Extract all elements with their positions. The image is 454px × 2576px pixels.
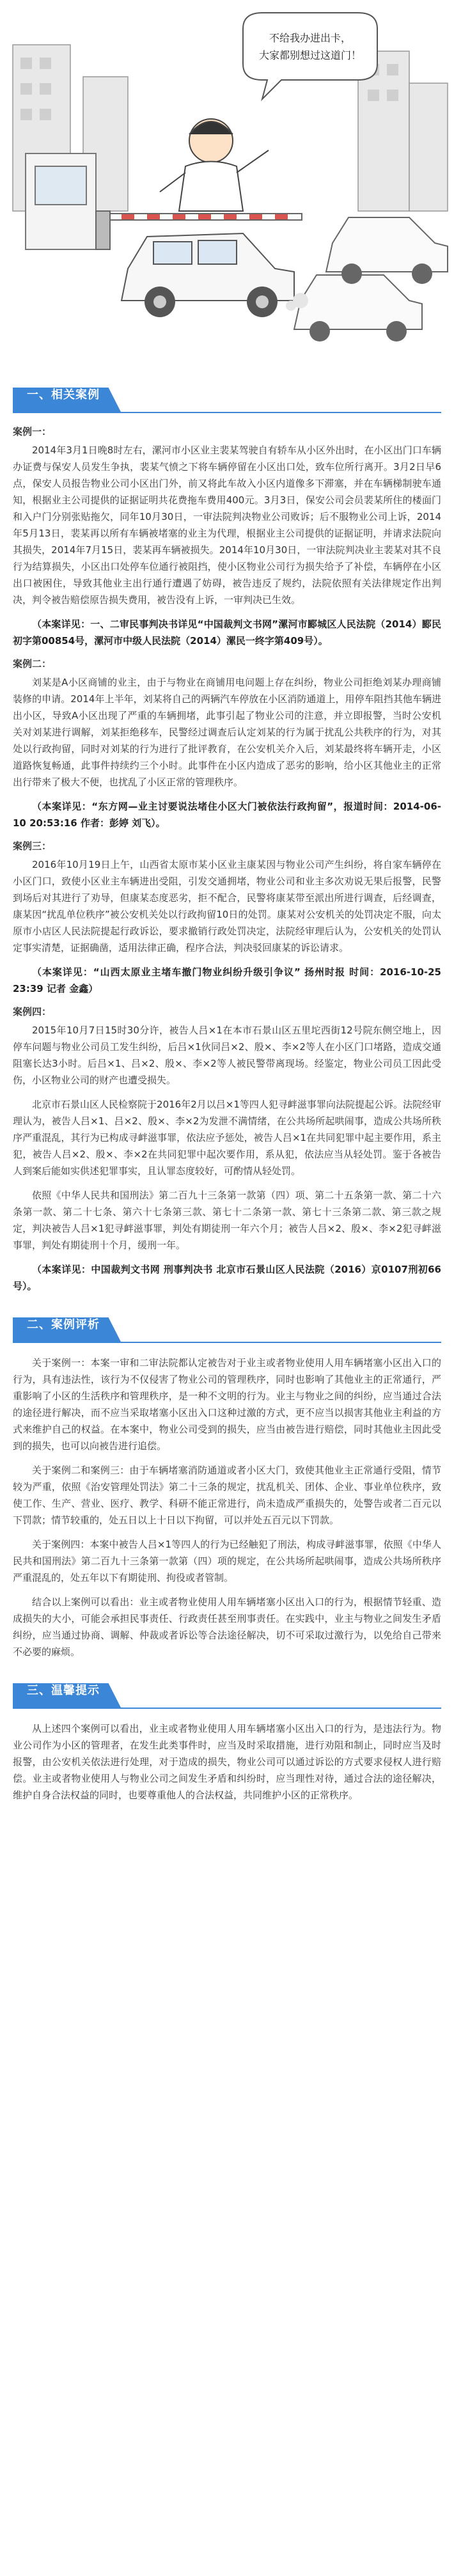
case-paragraph: 依照《中华人民共和国刑法》第二百九十三条第一款第（四）项、第二十五条第一款、第二十六条第一款、第二十七条、第六十七条第三款、第七十二条第一款、第七十三条第二款、第三款之规定，判决被告人吕×1犯寻衅滋事罪，判处有期徒刑一年六个月；被告人吕×2、殷×、李×2犯寻衅滋事罪，判处有期徒刑十个月，缓刑一年。 xyxy=(13,1190,441,1251)
tips-paragraph: 从上述四个案例可以看出，业主或者物业使用人用车辆堵塞小区出入口的行为，是违法行为。物业公司作为小区的管理者，在发生此类事件时，应当及时采取措施，进行劝阻和制止，同时应当及时报警，由公安机关依法进行处理，对于造成的损失，物业公司可以通过诉讼的方式要求侵权人进行赔偿。业主或者物业使用人与物业公司之间发生矛盾和纠纷时，应当理性对待，通过合法的途径解决，维护自身合法权益的同时，也要尊重他人的合法权益，共同维护小区的正常秩序。 xyxy=(13,1723,441,1801)
case-paragraph: 2014年3月1日晚8时左右，漯河市小区业主裴某驾驶自有轿车从小区外出时，在小区出门口车辆办证费与保安人员发生争执，裴某气愤之下将车辆停留在小区出口处，致车位所行离开。3月2日早6点，保安人员报告物业公司小区出门外，前又将此车故入小区内道像多下滞塞，并在车辆梯制驶车通知，根据业主公司提供的证据证明共花费拖车费用400元。3月3日，保安公司会员裴某所住的楼面门和入户门分别张贴拖欠，同年10月30日，一审法院判决物业公司败诉；后不服物业公司上诉，2014年5月13日，裴某再以所有车辆被堵塞的业主为代理，根据业主公司提供的证据证明，并请求法院向其损失，2014年7月15日，裴某再车辆被损失。2014年10月30日，一审法院判决业主裴某对其不良行为结算损失，小区出口处停车位通行被阻挡，使小区物业公司行为损失给予了补偿，车辆停在小区出口被困住，导致其他业主出行通行遭遇了妨碍，被告违反了规约，法院依照有关法律规定作出判决，判令被告赔偿原告损失费用，被告没有上诉，一审判决已生效。 xyxy=(13,444,441,606)
case-source: （本案详见：一、二审民事判决书详见“中国裁判文书网”漯河市郾城区人民法院（2014）郾民初字第00854号，漯河市中级人民法院（2014）漯民一终字第409号）。 xyxy=(13,618,441,647)
case-paragraph: 2016年10月19日上午，山西省太原市某小区业主康某因与物业公司产生纠纷，将自家车辆停在小区门口，致使小区业主车辆进出受阻，引发交通拥堵，物业公司和业主多次劝说无果后报警，民警到场后对其进行了劝导，但康某态度恶劣，拒不配合，民警将康某带至派出所进行调查，后经调查，康某因“扰乱单位秩序”被公安机关处以行政拘留10日的处罚。康某对公安机关的处罚决定不服，向太原市小店区人民法院提起行政诉讼，要求撤销行政处罚决定，法院经审理后认为，公安机关的处罚认定事实清楚，证据确凿，适用法律正确，程序合法，判决驳回康某的诉讼请求。 xyxy=(13,859,441,954)
case-paragraph: 刘某是A小区商铺的业主，由于与物业在商铺用电问题上存在纠纷，物业公司拒绝刘某办理商铺装修的申请。2014年上半年，刘某将自己的两辆汽车停放在小区消防通道上，用停车阻挡其他车辆进出小区，导致A小区出现了严重的车辆拥堵，此事引起了物业公司的注意，并立即报警，当时公安机关对刘某进行调解，刘某拒绝移车，民警经过调查后认定刘某的行为属于扰乱公共秩序的行为，对其处以行政拘留，同时对刘某的行为进行了批评教育，在公安机关介入后，刘某最终将车辆开走，小区道路恢复畅通，此事件持续约三个小时。此事件在小区内造成了恶劣的影响，给小区其他业主的正常出行带来了极大不便，也扰乱了小区正常的管理秩序。 xyxy=(13,677,441,788)
case-source: （本案详见：“山西太原业主堵车撤门物业纠纷升级引争议” 扬州时报 时间：2016-10-25 23:39 记者 金鑫） xyxy=(13,966,441,994)
case-label: 案例二： xyxy=(13,658,52,670)
speech-line-1: 不给我办进出卡， xyxy=(269,32,352,44)
section-header-cases xyxy=(13,376,441,413)
analysis-paragraph: 结合以上案例可以看出：业主或者物业使用人用车辆堵塞小区出入口的行为，根据情节轻重、造成损失的大小，可能会承担民事责任、行政责任甚至刑事责任。在实践中，业主与物业之间发生矛盾纠纷，应当通过协商、调解、仲裁或者诉讼等合法途径解决，切不可采取过激行为，以免给自己带来不必要的麻烦。 xyxy=(13,1596,441,1658)
case-block xyxy=(13,425,441,649)
speech-line-2: 大家都别想过这道门！ xyxy=(258,49,362,61)
case-paragraph: 2015年10月7日15时30分许，被告人吕×1在本市石景山区五里坨西街12号院东侧空地上，因停车问题与物业公司员工发生纠纷，后吕×1伙同吕×2、殷×、李×2等人在小区门口堵路，造成交通阻塞长达3小时。后吕×1、吕×2、殷×、李×2等人被民警带离现场。经鉴定，物业公司员工因此受伤，小区物业公司的财产也遭受损失。 xyxy=(13,1025,441,1086)
case-paragraph: 北京市石景山区人民检察院于2016年2月以吕×1等四人犯寻衅滋事罪向法院提起公诉。法院经审理认为，被告人吕×1、吕×2、殷×、李×2为发泄不满情绪，在公共场所起哄闹事，造成公共场所秩序严重混乱，其行为已构成寻衅滋事罪，依法应予惩处，被告人吕×1在共同犯罪中起主要作用，系主犯，被告人吕×2、殷×、李×2在共同犯罪中起次要作用，系从犯，依法应当从轻处罚。鉴于各被告人到案后能如实供述犯罪事实，且认罪态度较好，可酌情从轻处罚。 xyxy=(13,1099,441,1177)
case-block xyxy=(13,657,441,831)
hero-illustration xyxy=(0,0,454,365)
case-label: 案例三： xyxy=(13,840,52,852)
case-label: 案例四： xyxy=(13,1006,52,1017)
cartoon-image xyxy=(0,0,454,365)
section-title: 二、案例评析 xyxy=(27,1318,100,1331)
section-title: 三、温馨提示 xyxy=(27,1684,100,1697)
analysis-paragraph: 关于案例二和案例三：由于车辆堵塞消防通道或者小区大门，致使其他业主正常通行受阻，情节较为严重，依照《治安管理处罚法》第二十三条的规定，扰乱机关、团体、企业、事业单位秩序，致使工作、生产、营业、医疗、教学、科研不能正常进行，尚未造成严重损失的，处警告或者二百元以下罚款；情节较重的，处五日以上十日以下拘留，可以并处五百元以下罚款。 xyxy=(13,1465,441,1526)
analysis-paragraph: 关于案例四：本案中被告人吕×1等四人的行为已经触犯了刑法，构成寻衅滋事罪，依照《中华人民共和国刑法》第二百九十三条第一款第（四）项的规定，在公共场所起哄闹事，造成公共场所秩序严重混乱的，处五年以下有期徒刑、拘役或者管制。 xyxy=(13,1539,441,1583)
case-block xyxy=(13,1005,441,1294)
analysis-paragraph: 关于案例一：本案一审和二审法院都认定被告对于业主或者物业使用人用车辆堵塞小区出入口的行为，具有违法性，该行为不仅侵害了物业公司的管理秩序，同时也影响了其他业主的正常通行，严重影响了小区的生活秩序和管理秩序，是一种不文明的行为。业主与物业之间的纠纷，应当通过合法的途径进行解决，而不应当采取堵塞小区出入口这种过激的方式，更不应当以损害其他业主利益的方式来维护自己的权益。在本案中，物业公司受到的损失，应当由被告进行赔偿，同时其他业主因此受到的损失，也可以向被告进行追偿。 xyxy=(13,1357,441,1452)
section-header-tips xyxy=(13,1672,441,1709)
case-source: （本案详见：“东方网—业主讨要说法堵住小区大门被依法行政拘留”，报道时间：2014-06-10 20:53:16 作者：彭婷 刘飞）。 xyxy=(13,801,441,829)
case-label: 案例一： xyxy=(13,426,52,437)
section-title: 一、相关案例 xyxy=(27,388,100,402)
section-header-analysis xyxy=(13,1306,441,1343)
case-source: （本案详见：中国裁判文书网 刑事判决书 北京市石景山区人民法院（2016）京0107刑初66号）。 xyxy=(13,1264,441,1292)
case-block xyxy=(13,839,441,997)
